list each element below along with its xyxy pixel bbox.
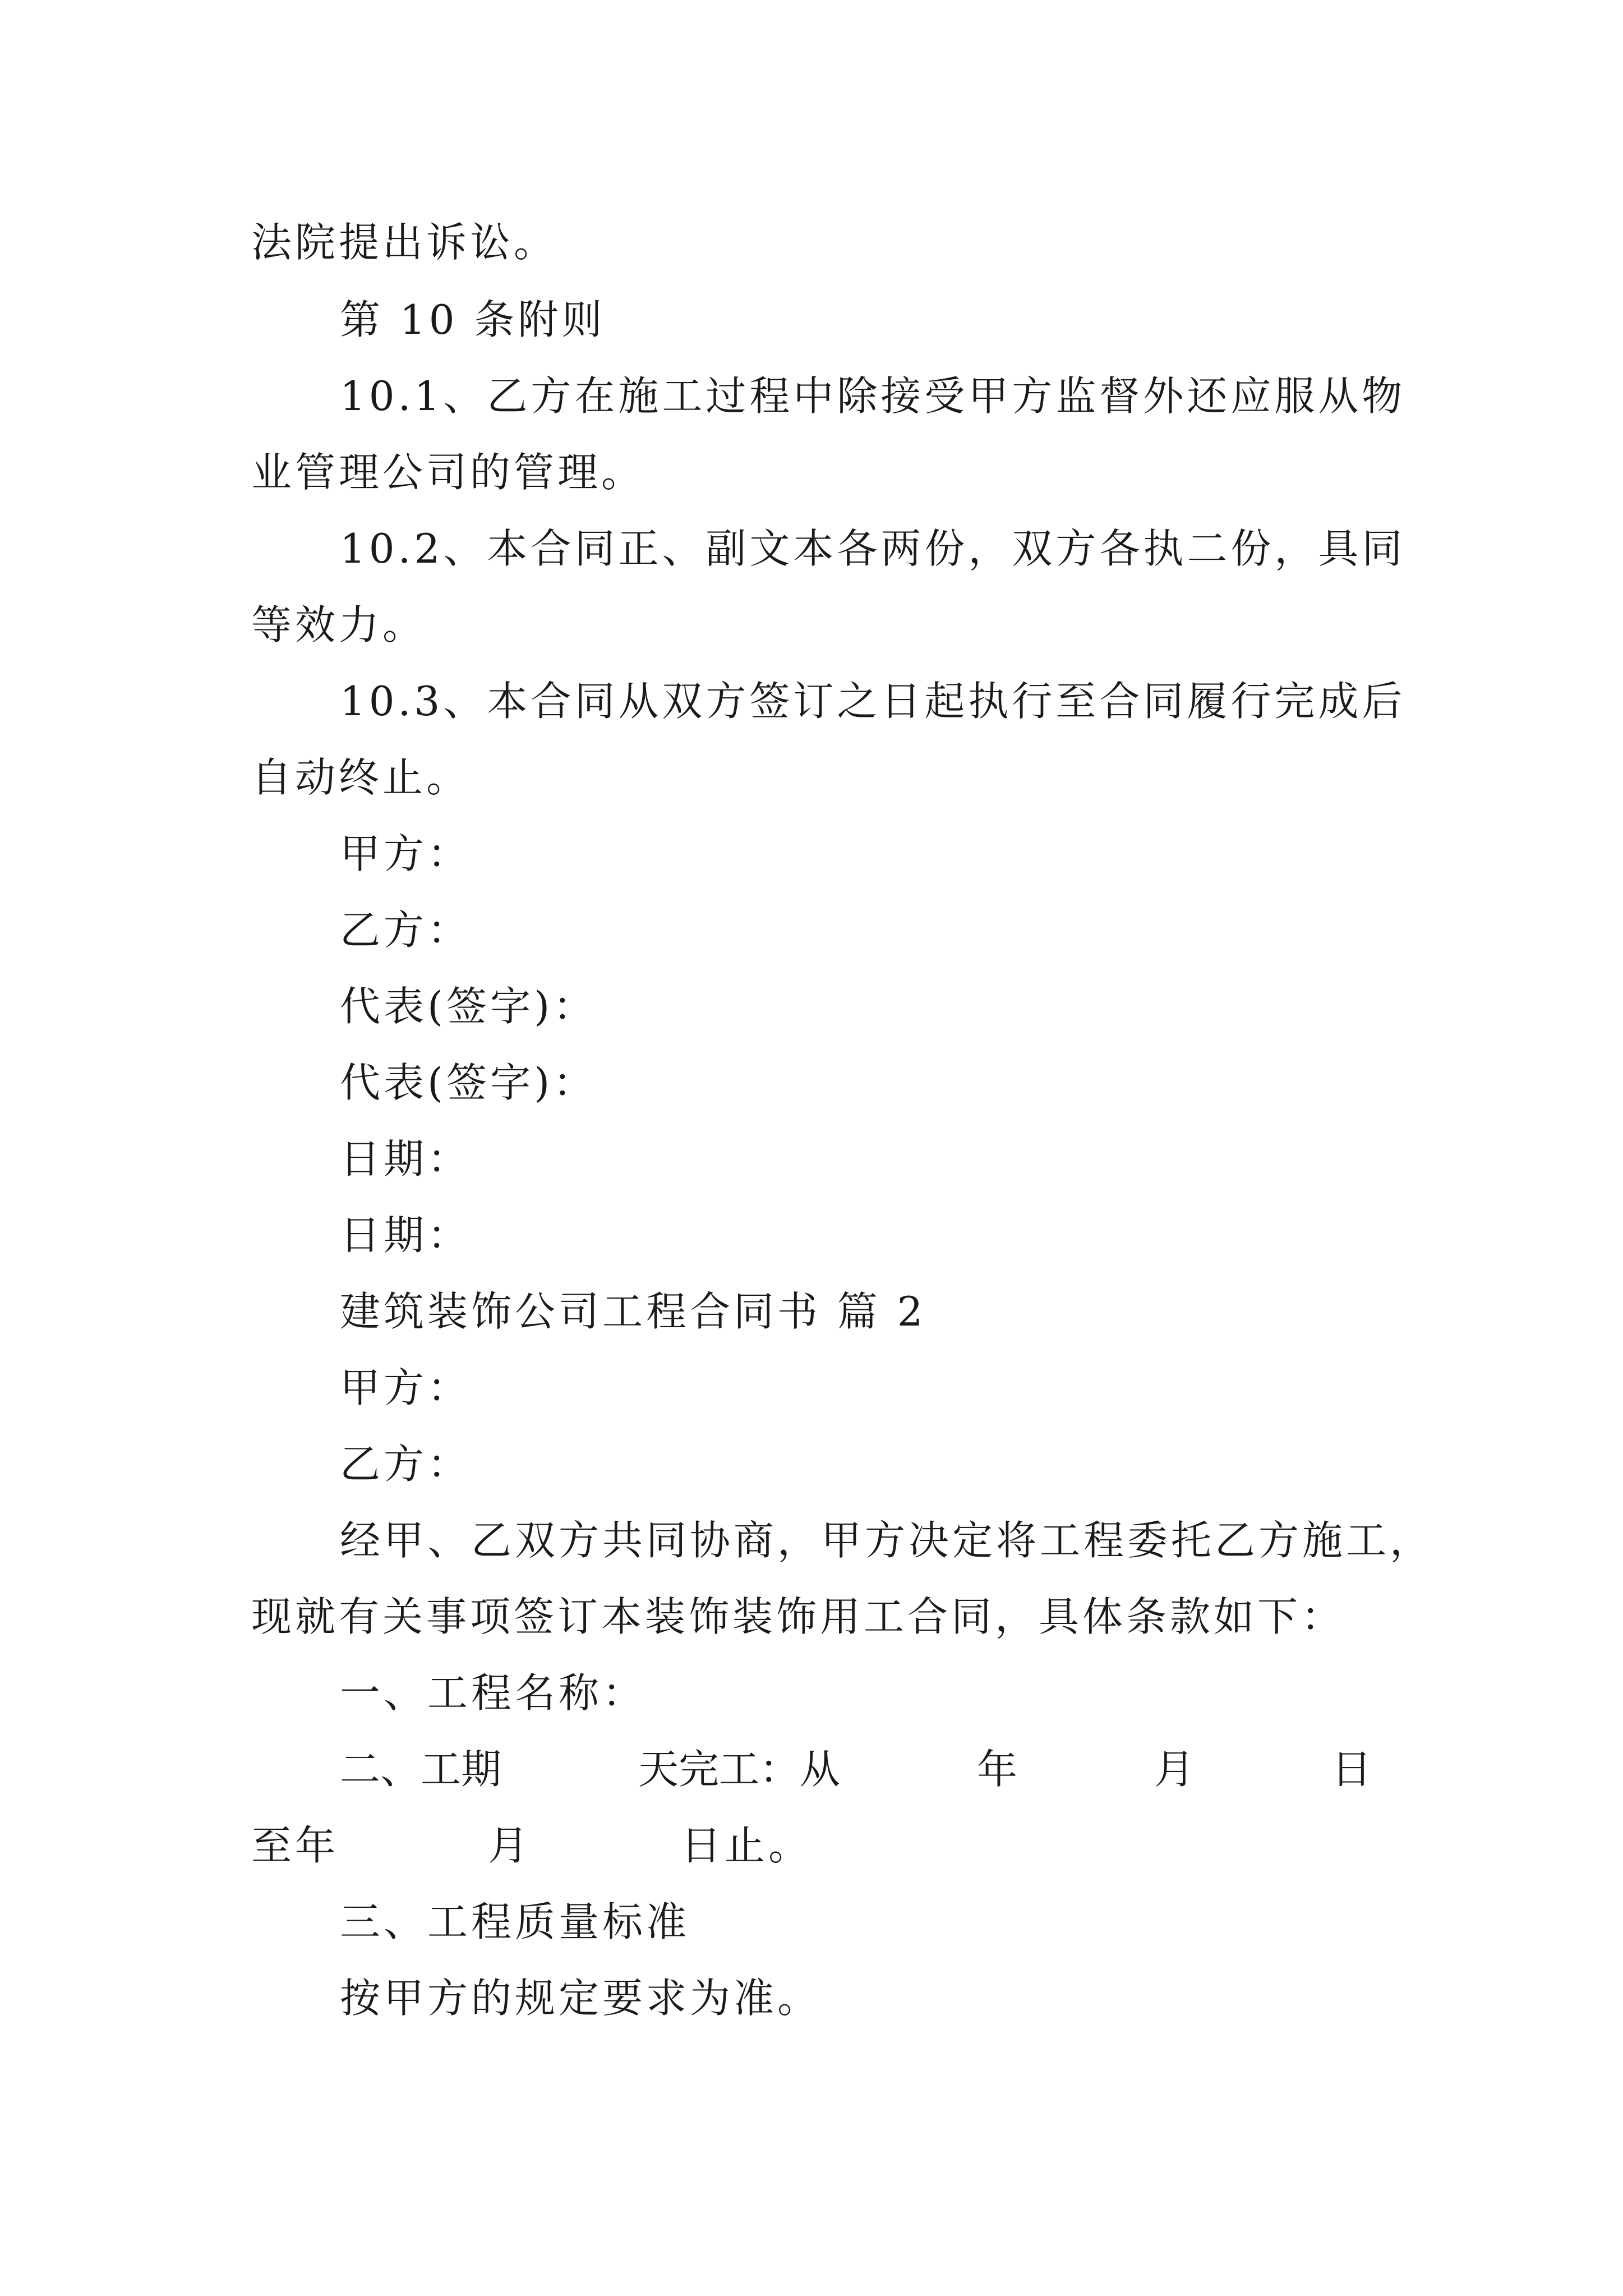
clause-10-1-line-1: 10.1、乙方在施工过程中除接受甲方监督外还应服从物 — [340, 372, 1406, 420]
schedule-days-start: 天完工：从 — [638, 1746, 840, 1793]
project-name-item: 一、工程名称： — [340, 1669, 647, 1717]
clause-10-1-line-2: 业管理公司的管理。 — [251, 449, 645, 496]
clause-10-2-line-2: 等效力。 — [251, 601, 427, 648]
text-line-continuation: 法院提出诉讼。 — [251, 219, 558, 266]
schedule-year: 年 — [976, 1746, 1017, 1793]
schedule-label: 二、工期 — [340, 1746, 502, 1793]
party-b-label: 乙方： — [340, 907, 472, 954]
quality-standard-heading: 三、工程质量标准 — [340, 1898, 690, 1945]
date-label-a: 日期： — [340, 1135, 472, 1182]
date-label-b: 日期： — [340, 1212, 472, 1259]
schedule-item-line-1 — [340, 1742, 1372, 1796]
party-b-label-2: 乙方： — [340, 1441, 472, 1488]
clause-10-3-line-2: 自动终止。 — [251, 754, 471, 801]
clause-10-3-line-1: 10.3、本合同从双方签订之日起执行至合同履行完成后 — [340, 678, 1406, 725]
schedule-end-day: 日止。 — [680, 1822, 812, 1869]
representative-signature-a: 代表(签字)： — [340, 983, 597, 1030]
schedule-day: 日 — [1331, 1746, 1372, 1793]
section-title-part-2: 建筑装饰公司工程合同书 篇 2 — [340, 1288, 926, 1335]
representative-signature-b: 代表(签字)： — [340, 1059, 597, 1106]
article-10-heading: 第 10 条附则 — [340, 296, 606, 343]
clause-10-2-line-1: 10.2、本合同正、副文本各两份，双方各执二份，具同 — [340, 525, 1406, 572]
schedule-end-year: 至年 — [251, 1822, 339, 1869]
party-a-label: 甲方： — [340, 830, 472, 877]
intro-paragraph-line-1: 经甲、乙双方共同协商，甲方决定将工程委托乙方施工， — [340, 1517, 1434, 1564]
party-a-label-2: 甲方： — [340, 1364, 472, 1411]
schedule-item-line-2 — [251, 1819, 812, 1872]
quality-standard-text: 按甲方的规定要求为准。 — [340, 1975, 822, 2022]
schedule-end-month: 月 — [487, 1822, 532, 1869]
schedule-month: 月 — [1154, 1746, 1195, 1793]
intro-paragraph-line-2: 现就有关事项签订本装饰装饰用工合同，具体条款如下： — [251, 1593, 1345, 1640]
